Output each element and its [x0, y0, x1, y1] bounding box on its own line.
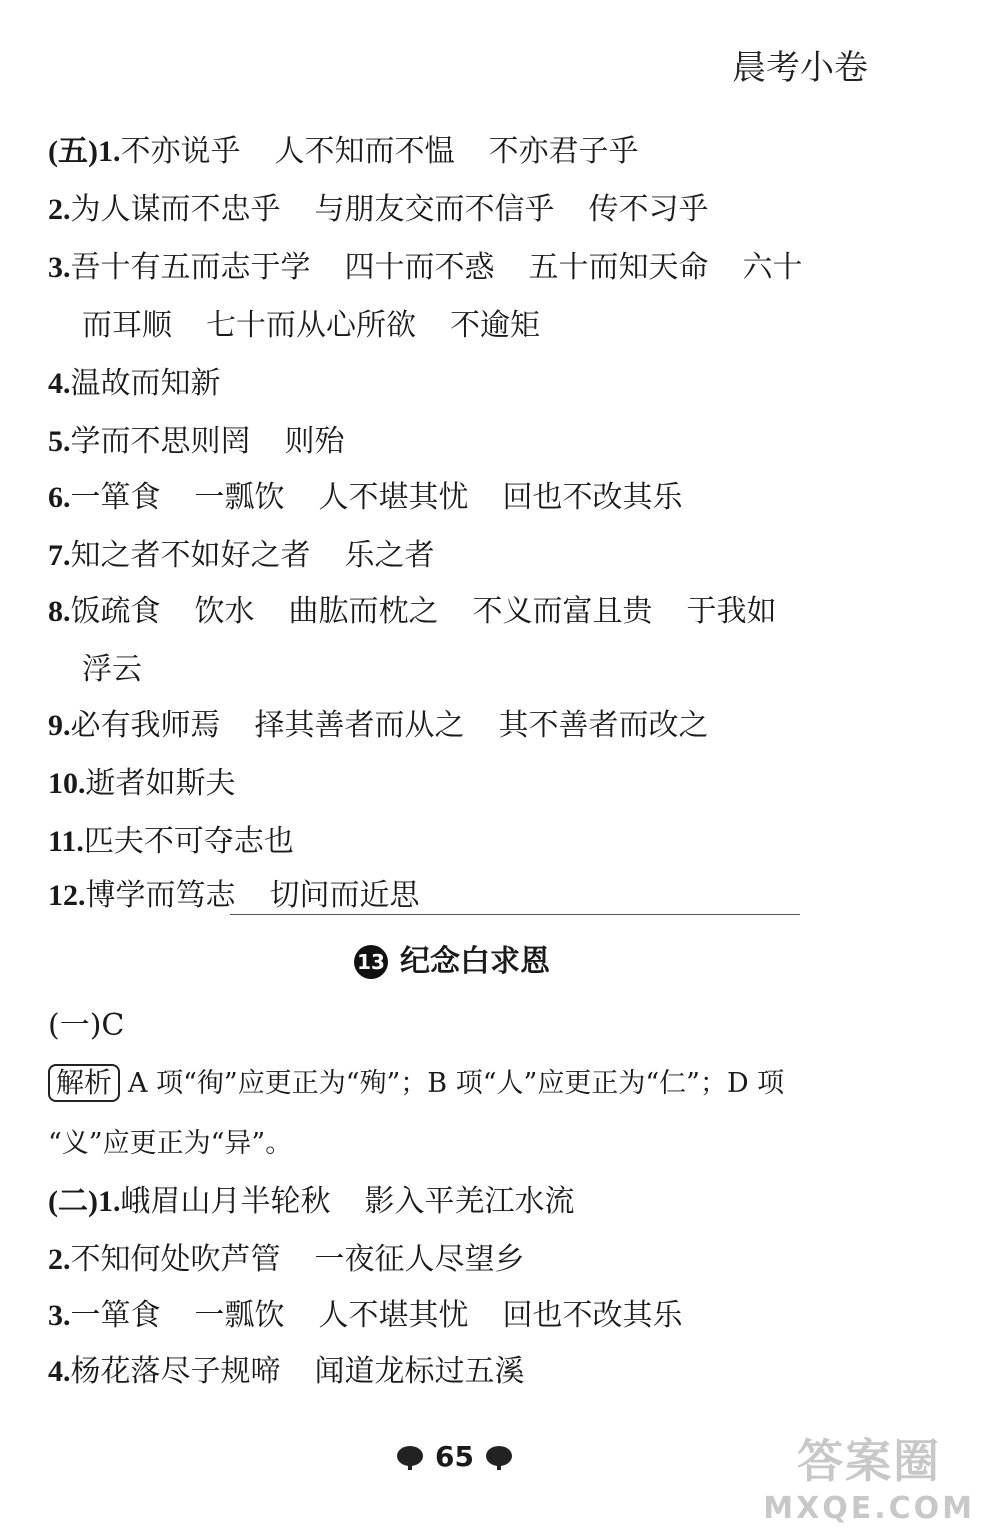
- answer-segment: 其不善者而改之: [498, 708, 709, 743]
- answer-line: [48, 592, 777, 632]
- answer-segment: 影入平羌江水流: [364, 1184, 575, 1219]
- answer-segment: 一箪食: [70, 1298, 161, 1333]
- answer-number: 6.: [48, 481, 71, 514]
- answer-segment: 一箪食: [70, 480, 161, 515]
- answer-segment: 知之者不如好之者: [70, 538, 311, 573]
- part1-answer: [48, 1006, 124, 1046]
- answer-segment: 温故而知新: [70, 366, 221, 401]
- section-13-title: 纪念白求恩: [400, 944, 550, 979]
- answer-segment: 浮云: [82, 652, 142, 687]
- answer-number: 3.: [48, 1299, 71, 1332]
- answer-segment: 七十而从心所欲: [206, 308, 416, 343]
- answer-segment: 杨花落尽子规啼: [70, 1354, 281, 1389]
- answer-segment: 切问而近思: [269, 878, 420, 913]
- answer-segment: 不亦说乎: [120, 134, 241, 169]
- answer-segment: 不义而富且贵: [472, 594, 653, 629]
- answer-segment: 饭疏食: [70, 594, 161, 629]
- answer-line: [48, 132, 638, 172]
- watermark-top: 答案圈: [797, 1434, 942, 1488]
- answer-segment: 峨眉山月半轮秋: [120, 1184, 331, 1219]
- analysis-line-1: [48, 1064, 784, 1104]
- answer-line: [48, 536, 435, 576]
- answer-segment: 不知何处吹芦管: [70, 1242, 281, 1277]
- watermark: [763, 1425, 975, 1526]
- answer-segment: 四十而不惑: [344, 250, 495, 285]
- answer-line: [48, 190, 709, 230]
- answer-number: 3.: [48, 251, 71, 284]
- answer-segment: 回也不改其乐: [502, 480, 683, 515]
- answer-segment: 不逾矩: [450, 308, 540, 343]
- answer-segment: 逝者如斯夫: [85, 766, 236, 801]
- analysis-line-2: [48, 1124, 292, 1164]
- answer-line: [48, 422, 345, 462]
- page-footer: [395, 1440, 514, 1473]
- answer-segment: 饮水: [194, 594, 255, 629]
- answer-number: 12.: [48, 879, 86, 912]
- page-header-title: 晨考小卷: [732, 48, 868, 88]
- answer-number: 8.: [48, 595, 71, 628]
- answer-number: (二)1.: [48, 1185, 121, 1218]
- answer-segment: 人不知而不愠: [274, 134, 455, 169]
- answer-segment: 不亦君子乎: [488, 134, 639, 169]
- leaf-ornament-right-icon: [484, 1444, 514, 1470]
- answer-segment: 五十而知天命: [528, 250, 709, 285]
- section-divider: [230, 914, 800, 915]
- answer-segment: 曲肱而枕之: [288, 594, 439, 629]
- answer-line: [48, 1182, 574, 1222]
- answer-segment: 人不堪其忧: [318, 1298, 469, 1333]
- answer-segment: 六十: [742, 250, 803, 285]
- answer-segment: 于我如: [686, 594, 777, 629]
- watermark-bottom: MXQE.COM: [763, 1491, 975, 1526]
- answer-line: [48, 478, 683, 518]
- answer-segment: 乐之者: [344, 538, 435, 573]
- answer-segment: 人不堪其忧: [318, 480, 469, 515]
- answer-line: [48, 248, 803, 288]
- answer-line: [48, 822, 294, 862]
- answer-number: 2.: [48, 1243, 71, 1276]
- answer-line: [48, 706, 709, 746]
- section-13-heading: [354, 942, 550, 982]
- answer-segment: 闻道龙标过五溪: [314, 1354, 525, 1389]
- answer-segment: 则殆: [284, 424, 345, 459]
- answer-number: 10.: [48, 767, 86, 800]
- answer-segment: 为人谋而不忠乎: [70, 192, 281, 227]
- answer-number: 4.: [48, 367, 71, 400]
- answer-number: 4.: [48, 1355, 71, 1388]
- analysis-text-2: “义”应更正为“异”。: [48, 1128, 293, 1159]
- answer-number: 11.: [48, 825, 84, 858]
- answer-segment: 一夜征人尽望乡: [314, 1242, 525, 1277]
- leaf-ornament-left-icon: [395, 1444, 425, 1470]
- answer-number: 5.: [48, 425, 71, 458]
- answer-segment: 而耳顺: [82, 308, 172, 343]
- answer-line: [48, 764, 236, 804]
- answer-segment: 匹夫不可夺志也: [83, 824, 294, 859]
- answer-number: 2.: [48, 193, 71, 226]
- answer-segment: 与朋友交而不信乎: [314, 192, 555, 227]
- analysis-text-1: A 项“徇”应更正为“殉”；B 项“人”应更正为“仁”；D 项: [128, 1068, 785, 1099]
- answer-number: 7.: [48, 539, 71, 572]
- answer-segment: 择其善者而从之: [254, 708, 465, 743]
- answer-segment: 传不习乎: [588, 192, 709, 227]
- answer-segment: 一瓢饮: [194, 1298, 285, 1333]
- answer-line: [82, 306, 540, 346]
- answer-segment: 博学而笃志: [85, 878, 236, 913]
- answer-segment: 回也不改其乐: [502, 1298, 683, 1333]
- answer-line: [48, 1296, 683, 1336]
- answer-segment: 一瓢饮: [194, 480, 285, 515]
- analysis-tag: 解析: [48, 1064, 120, 1102]
- answer-line: [48, 1352, 525, 1392]
- answer-number: (五)1.: [48, 135, 121, 168]
- page-number: 65: [435, 1440, 474, 1473]
- answer-line: [82, 650, 142, 690]
- section-number-badge: 13: [354, 945, 388, 979]
- answer-segment: 必有我师焉: [70, 708, 221, 743]
- answer-segment: 吾十有五而志于学: [70, 250, 311, 285]
- part1-label: (一)C: [48, 1008, 125, 1043]
- answer-line: [48, 364, 221, 404]
- answer-number: 9.: [48, 709, 71, 742]
- answer-segment: 学而不思则罔: [70, 424, 251, 459]
- answer-line: [48, 1240, 525, 1280]
- answer-line: [48, 876, 420, 916]
